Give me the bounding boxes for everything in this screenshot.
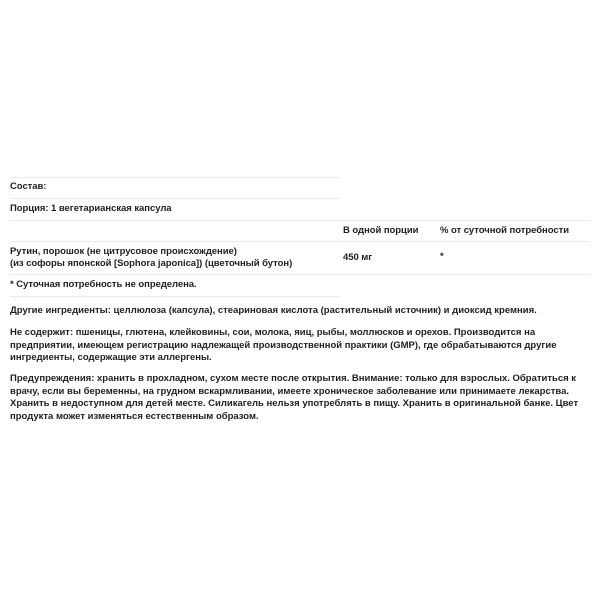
facts-title: Состав: bbox=[10, 181, 47, 192]
divider bbox=[10, 198, 340, 199]
allergen-statement: Не содержит: пшеницы, глютена, клейковины, сои, молока, яиц, рыбы, моллюсков и орехов. Производится на предприятии, имеющем регистрацию надлежащей производственной практики (GMP), где обрабатываются другие ингредиенты, содержащие эти аллергены. bbox=[10, 327, 557, 363]
serving-size: Порция: 1 вегетарианская капсула bbox=[10, 203, 172, 214]
ingredient-name-line1: Рутин, порошок (не цитрусовое происхождение) bbox=[10, 246, 237, 257]
divider bbox=[10, 241, 590, 242]
ingredient-amount: 450 мг bbox=[343, 252, 373, 263]
table-header-top-divider bbox=[10, 220, 590, 221]
warnings: Предупреждения: хранить в прохладном, сухом месте после открытия. Внимание: только для взрослых. Обратиться к врачу, если вы беременны, на грудном вскармливании, имеете хроническое заболевание или принимаете лекарства. Хранить в недоступном для детей месте. Силикагель нельзя употреблять в пищу. Хранить в оригинальной банке. Цвет продукта может изменяться естественным образом. bbox=[10, 373, 579, 422]
column-header-daily-value: % от суточной потребности bbox=[440, 225, 569, 236]
other-ingredients: Другие ингредиенты: целлюлоза (капсула), стеариновая кислота (растительный источник) и диоксид кремния. bbox=[10, 305, 537, 316]
ingredient-daily-value: * bbox=[440, 251, 444, 262]
divider bbox=[10, 177, 340, 178]
divider bbox=[10, 274, 590, 275]
ingredient-name-line2: (из софоры японской [Sophora japonica]) (цветочный бутон) bbox=[10, 258, 293, 269]
divider bbox=[10, 296, 340, 297]
footnote: * Суточная потребность не определена. bbox=[10, 279, 197, 290]
column-header-per-serving: В одной порции bbox=[343, 225, 419, 236]
